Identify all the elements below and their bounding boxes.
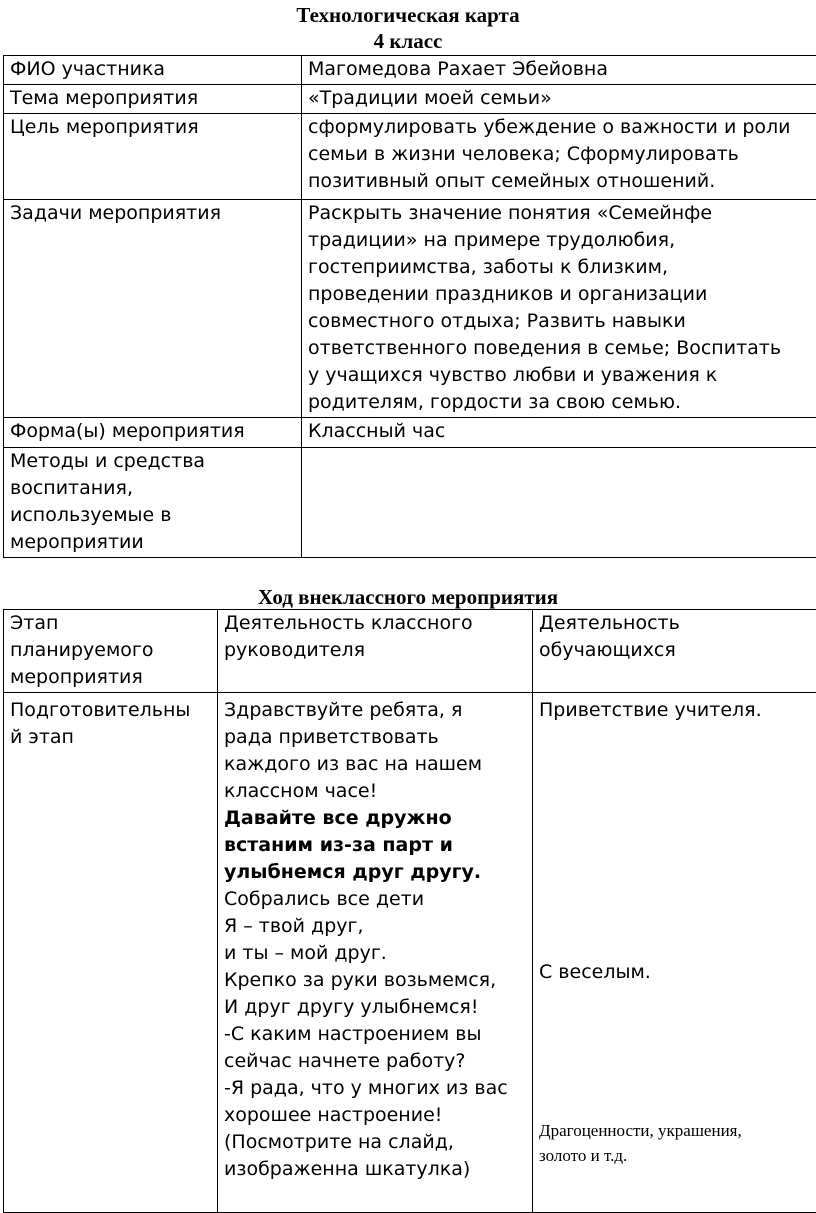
row-value (302, 56, 816, 85)
table-row (4, 418, 816, 448)
text-line: обучающихся (539, 637, 816, 664)
text-line: используемые в (10, 502, 295, 529)
table-row (4, 693, 816, 1213)
section-title: Ход внеклассного мероприятия (0, 585, 816, 610)
student-activity-cell (533, 693, 816, 1213)
table-row (4, 448, 816, 558)
row-label (4, 85, 302, 114)
text-line: Магомедова Рахает Эбейовна (308, 56, 816, 83)
text-line: сформулировать убеждение о важности и роли (308, 114, 816, 141)
row-value (302, 200, 816, 418)
text-line: -С каким настроением вы (224, 1021, 526, 1048)
text-line: Собрались все дети (224, 886, 526, 913)
text-line: рада приветствовать (224, 724, 526, 751)
text-line: Деятельность классного (224, 610, 526, 637)
text-line: сейчас начнете работу? (224, 1048, 526, 1075)
text-line: планируемого (10, 637, 211, 664)
text-line: Здравствуйте ребята, я (224, 697, 526, 724)
row-value (302, 448, 816, 558)
table-row (4, 56, 816, 85)
grade-subtitle: 4 класс (0, 29, 816, 54)
text-line: (Посмотрите на слайд, (224, 1129, 526, 1156)
text-line: руководителя (224, 637, 526, 664)
text-line: хорошее настроение! (224, 1102, 526, 1129)
text-line: Я – твой друг, (224, 913, 526, 940)
text-line: ФИО участника (10, 56, 295, 83)
plan-table (3, 609, 816, 1213)
table-header-row (4, 610, 816, 693)
row-label (4, 448, 302, 558)
text-line: гостеприимства, заботы к близким, (308, 254, 816, 281)
text-line: изображенна шкатулка) (224, 1156, 526, 1183)
text-line: семьи в жизни человека; Сформулировать (308, 141, 816, 168)
text-line: Крепко за руки возьмемся, (224, 967, 526, 994)
table-row (4, 114, 816, 200)
text-line: Тема мероприятия (10, 85, 295, 112)
student-greeting: Приветствие учителя. (539, 697, 816, 724)
text-line: каждого из вас на нашем (224, 751, 526, 778)
text-line: традиции» на примере трудолюбия, (308, 227, 816, 254)
row-label (4, 56, 302, 85)
text-line: совместного отдыха; Развить навыки (308, 308, 816, 335)
text-line: И друг другу улыбнемся! (224, 994, 526, 1021)
text-line: проведении праздников и организации (308, 281, 816, 308)
column-header-students (533, 610, 816, 693)
row-label (4, 200, 302, 418)
stage-cell (4, 693, 218, 1213)
row-value (302, 114, 816, 200)
text-line: позитивный опыт семейных отношений. (308, 168, 816, 195)
bold-instruction: Давайте все дружно (224, 805, 526, 832)
text-line: й этап (10, 724, 211, 751)
bold-instruction: встаним из-за парт и (224, 832, 526, 859)
text-line: воспитания, (10, 475, 295, 502)
text-line: мероприятии (10, 529, 295, 556)
row-label (4, 418, 302, 448)
text-line: Классный час (308, 418, 816, 445)
text-line: -Я рада, что у многих из вас (224, 1075, 526, 1102)
tech-card-table (3, 55, 816, 558)
text-line: Задачи мероприятия (10, 200, 295, 227)
column-header-teacher (218, 610, 533, 693)
text-line: ответственного поведения в семье; Воспитать (308, 335, 816, 362)
row-value (302, 418, 816, 448)
text-line: Форма(ы) мероприятия (10, 418, 295, 445)
text-line: Раскрыть значение понятия «Семейнфе (308, 200, 816, 227)
text-line: Этап (10, 610, 211, 637)
student-jewels: Драгоценности, украшения, (539, 1118, 816, 1143)
student-jewels: золото и т.д. (539, 1143, 816, 1168)
teacher-activity-cell (218, 693, 533, 1213)
bold-instruction: улыбнемся друг другу. (224, 859, 526, 886)
row-label (4, 114, 302, 200)
text-line: мероприятия (10, 664, 211, 691)
text-line: и ты – мой друг. (224, 940, 526, 967)
column-header-stage (4, 610, 218, 693)
text-line: Деятельность (539, 610, 816, 637)
text-line: классном часе! (224, 778, 526, 805)
student-mood: С веселым. (539, 959, 816, 986)
text-line: «Традиции моей семьи» (308, 85, 816, 112)
text-line: Методы и средства (10, 448, 295, 475)
text-line: родителям, гордости за свою семью. (308, 389, 816, 416)
table-row (4, 200, 816, 418)
row-value (302, 85, 816, 114)
document-title: Технологическая карта (0, 3, 816, 28)
text-line: Подготовительны (10, 697, 211, 724)
text-line: Цель мероприятия (10, 114, 295, 141)
table-row (4, 85, 816, 114)
text-line: у учащихся чувство любви и уважения к (308, 362, 816, 389)
